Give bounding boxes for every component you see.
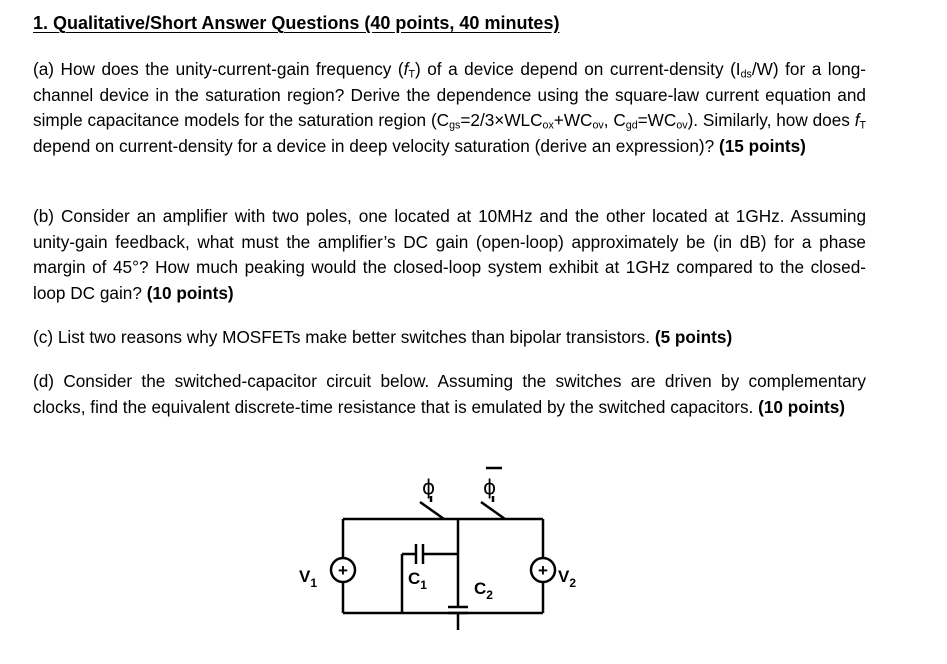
v1-voltage-source <box>331 519 355 613</box>
question-a-points: (15 points) <box>718 135 806 156</box>
section-title: 1. Qualitative/Short Answer Questions (40 points, 40 minutes) <box>33 13 560 33</box>
question-b-points: (10 points) <box>146 282 234 303</box>
v2-label: $V_2$ <box>558 567 577 590</box>
question-a: (a) How does the unity-current-gain frequency $(f_T)$ of a device depend on current-density $(I_{ds}/W)$ for a long-channel device in the saturation region? Derive the dependence using the square-law current equation and simple capacitance models for the saturation region ($C_{gs}=2/3\times WLC_{ox}+WC_{ov}$, $C_{gd}=WC_{ov}$). Similarly, how does $f_T$ depend on current-density for a device in deep velocity saturation (derive an expression)? (15 points) <box>33 59 866 156</box>
question-b: (b) Consider an amplifier with two poles, one located at 10MHz and the other located at 1GHz. Assuming unity-gain feedback, what must the amplifier’s DC gain (open-loop) approximately be (in dB) for a phase margin of 45°? How much peaking would the closed-loop system exhibit at 1GHz compared to the closed-loop DC gain? (10 points) <box>33 206 866 303</box>
phi-label: ϕ <box>422 475 436 499</box>
switch-phi <box>420 502 444 519</box>
switch-phi-bar <box>481 502 505 519</box>
c1-label: $C_1$ <box>408 569 427 592</box>
svg-text:+: + <box>538 561 548 580</box>
v1-label: $V_1$ <box>299 567 318 590</box>
question-c-points: (5 points) <box>654 327 733 347</box>
phi-bar-label: ϕ <box>483 475 497 499</box>
switched-capacitor-circuit <box>290 462 620 642</box>
question-c: (c) List two reasons why MOSFETs make better switches than bipolar transistors. (5 points) <box>33 327 733 347</box>
question-d: (d) Consider the switched-capacitor circuit below. Assuming the switches are driven by complementary clocks, find the equivalent discrete-time resistance that is emulated by the switched capacitors. (10 points) <box>33 371 866 417</box>
svg-text:+: + <box>338 561 348 580</box>
v2-voltage-source <box>531 558 555 613</box>
question-d-points: (10 points) <box>758 396 845 417</box>
c2-label: $C_2$ <box>474 579 493 602</box>
